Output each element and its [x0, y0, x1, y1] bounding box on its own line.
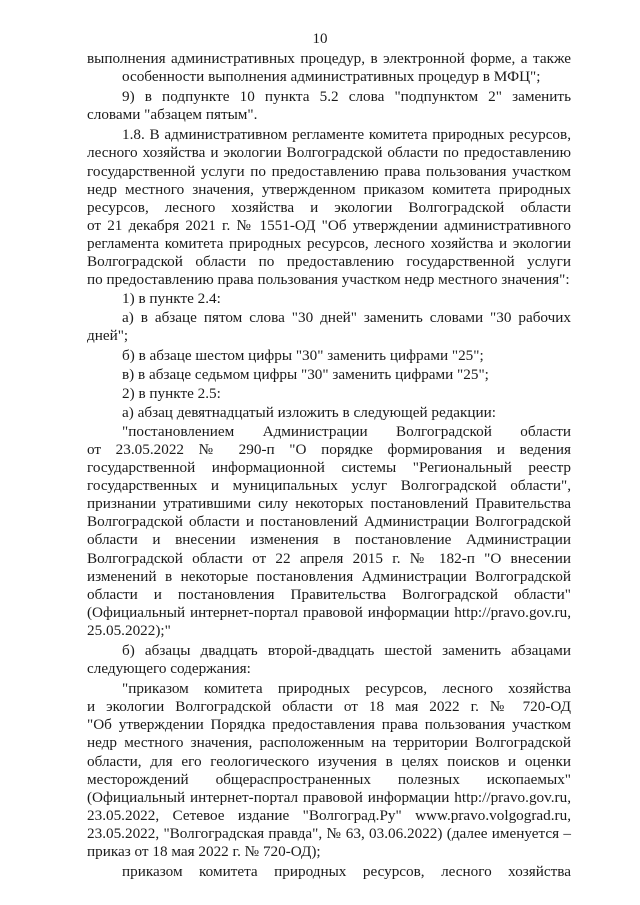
text-line: государственных и муниципальных услуг Волгоградской области", [87, 477, 571, 495]
text-line: Волгоградской области по предоставлению государственной услуги [87, 253, 571, 271]
text-line: недр местного значения, утвержденном приказом комитета природных [87, 180, 571, 198]
text-line: особенности выполнения административных процедур в МФЦ"; [122, 68, 541, 86]
text-line: б) абзацы двадцать второй-двадцать шестой заменить абзацами [122, 642, 571, 659]
text-line: лесного хозяйства и экологии Волгоградской области по предоставлению [87, 144, 571, 162]
document-body [87, 50, 571, 881]
text-line: Волгоградской области от 22 апреля 2015 г. № 182-п "О внесении [87, 549, 571, 567]
text-line: "постановлением Администрации Волгоградской области [122, 422, 571, 440]
text-line: 1) в пункте 2.4: [122, 290, 221, 308]
text-line: области и постановления Правительства Волгоградской области" [87, 585, 571, 603]
text-line: "приказом комитета природных ресурсов, лесного хозяйства [122, 680, 571, 698]
text-line: регламента комитета природных ресурсов, лесного хозяйства и экологии [87, 234, 571, 252]
text-line: Волгоградской области и постановлений Администрации Волгоградской [87, 513, 571, 531]
text-line: недр местного значения, расположенным на территории Волгоградской [87, 734, 571, 752]
text-line: признании утратившими силу некоторых постановлений Правительства [87, 495, 571, 513]
text-line: словами "абзацем пятым". [87, 106, 258, 124]
text-line: государственной информационной системы "Региональный реестр [87, 459, 571, 477]
text-line: а) в абзаце пятом слова "30 дней" заменить словами "30 рабочих [122, 309, 571, 327]
text-line: 25.05.2022);" [87, 621, 171, 639]
text-line: области и внесении изменения в постановление Администрации [87, 531, 571, 549]
text-line: изменений в некоторые постановления Администрации Волгоградской [87, 567, 571, 585]
text-line: (Официальный интернет-портал правовой информации http://pravo.gov.ru, [87, 603, 571, 621]
text-line: (Официальный интернет-портал правовой информации http://pravo.gov.ru, [87, 788, 571, 806]
text-line: от 23.05.2022 № 290-п "О порядке формирования и ведения [87, 440, 571, 458]
text-line: следующего содержания: [87, 660, 251, 678]
text-line: 23.05.2022, Сетевое издание "Волгоград.Ру" www.pravo.volgograd.ru, [87, 806, 571, 824]
text-line: в) в абзаце седьмом цифры "30" заменить цифрами "25"; [122, 365, 489, 383]
text-line: и экологии Волгоградской области от 18 мая 2022 г. № 720-ОД [87, 698, 571, 716]
page-number: 10 [312, 31, 328, 47]
text-line: "Об утверждении Порядка предоставления права пользования участком [87, 716, 571, 734]
text-line: а) абзац девятнадцатый изложить в следующей редакции: [122, 403, 496, 421]
text-line: приказ от 18 мая 2022 г. № 720-ОД); [87, 843, 321, 861]
text-line: области, для его геологического изучения в целях поисков и оценки [87, 752, 571, 770]
text-line: ресурсов, лесного хозяйства и экологии Волгоградской области [87, 198, 571, 216]
text-line: 9) в подпункте 10 пункта 5.2 слова "подпунктом 2" заменить [122, 88, 571, 106]
text-line: выполнения административных процедур, в электронной форме, а также [87, 50, 571, 67]
text-line: 23.05.2022, "Волгоградская правда", № 63, 03.06.2022) (далее именуется – [87, 824, 571, 842]
text-line: б) в абзаце шестом цифры "30" заменить цифрами "25"; [122, 346, 484, 364]
text-line: по предоставлению права пользования участком недр местного значения": [87, 271, 570, 289]
text-line: от 21 декабря 2021 г. № 1551-ОД "Об утверждении административного [87, 216, 571, 234]
text-line: месторождений общераспространенных полезных ископаемых" [87, 770, 571, 788]
text-line: 1.8. В административном регламенте комитета природных ресурсов, [122, 126, 571, 144]
text-line: приказом комитета природных ресурсов, лесного хозяйства [122, 863, 571, 881]
text-line: 2) в пункте 2.5: [122, 384, 221, 402]
text-line: государственной услуги по предоставлению права пользования участком [87, 162, 571, 180]
text-line: дней"; [87, 327, 129, 345]
